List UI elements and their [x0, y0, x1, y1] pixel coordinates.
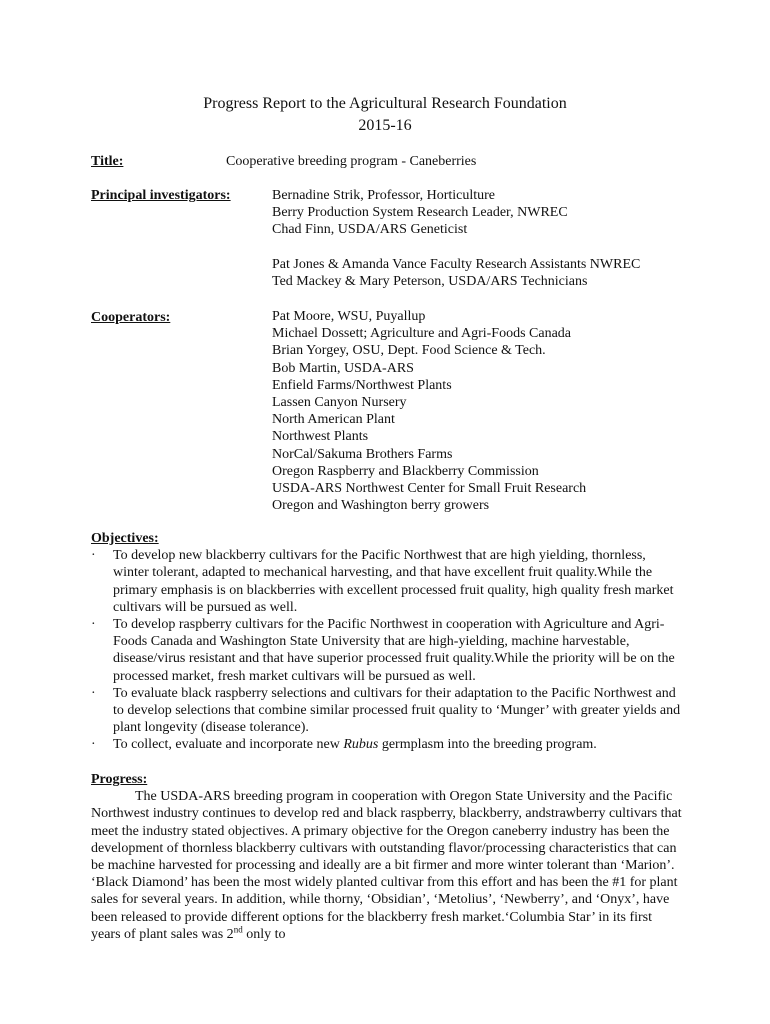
cooperator-item: Lassen Canyon Nursery	[272, 395, 407, 411]
cooperator-item: North American Plant	[272, 412, 395, 428]
cooperator-item: NorCal/Sakuma Brothers Farms	[272, 446, 453, 462]
cooperators-label: Cooperators:	[91, 310, 171, 325]
cooperator-item: USDA-ARS Northwest Center for Small Fruit Research	[272, 481, 587, 497]
principal-investigators-label: Principal investigators:	[91, 188, 231, 203]
objective-text: To develop new blackberry cultivars for the Pacific Northwest that are high yielding, thornless, winter tolerant, adapted to mechanical harvesting, and that have excellent fruit quality.While the primary emphasis is on blackberries with excellent processed fruit quality, high quality fresh market cultivars will be pursued as well.	[113, 548, 674, 615]
objective-item	[91, 685, 681, 737]
cooperator-item: Pat Moore, WSU, Puyallup	[272, 309, 426, 324]
progress-paragraph	[91, 788, 683, 943]
report-title: Progress Report to the Agricultural Research Foundation	[203, 95, 567, 112]
cooperator-item: Michael Dossett; Agriculture and Agri-Foods Canada	[272, 326, 571, 342]
report-year: 2015-16	[358, 117, 412, 134]
title-value: Cooperative breeding program - Caneberries	[226, 154, 477, 169]
objectives-section	[91, 530, 681, 754]
title-label: Title:	[91, 154, 124, 169]
objective-text	[113, 736, 681, 753]
investigator-line: Berry Production System Research Leader, NWREC	[272, 205, 568, 221]
principal-investigators-group1	[272, 187, 568, 239]
cooperator-item: Oregon Raspberry and Blackberry Commission	[272, 463, 539, 479]
cooperator-item: Enfield Farms/Northwest Plants	[272, 377, 452, 393]
objective-text: To develop raspberry cultivars for the Pacific Northwest in cooperation with Agriculture and Agri-Foods Canada and Washington State University that are high-yielding, machine harvestable, disease/virus resistant and that have superior processed fruit quality.While the priority will be on the processed market, fresh market cultivars will be pursued as well.	[113, 617, 675, 684]
cooperator-item: Oregon and Washington berry growers	[272, 498, 490, 514]
investigator-line: Bernadine Strik, Professor, Horticulture	[272, 188, 496, 203]
investigator-line: Ted Mackey & Mary Peterson, USDA/ARS Technicians	[272, 274, 588, 290]
cooperator-item: Brian Yorgey, OSU, Dept. Food Science & Tech.	[272, 343, 546, 359]
objective-text-end: germplasm into the breeding program.	[378, 737, 597, 753]
progress-text: The USDA-ARS breeding program in cooperation with Oregon State University and the Pacific Northwest industry continues to develop red and black raspberry, blackberry, andstrawberry cultivars that meet the industry stated objectives. A primary objective for the Oregon caneberry industry has been the development of thornless blackberry cultivars with outstanding flavor/processing characteristics that can be machine harvested for processing and ideally are a bit firmer and more winter tolerant than ‘Marion’. ‘Black Diamond’ has been the most widely planted cultivar from this effort and has been the #1 for plant sales for several years. In addition, while thorny, ‘Obsidian’, ‘Metolius’, ‘Newberry’, and ‘Onyx’, have been released to provide different options for the blackberry fresh market.‘Columbia Star’ in its first years of plant sales was 2	[91, 789, 682, 942]
cooperator-item: Bob Martin, USDA-ARS	[272, 360, 414, 376]
objectives-heading: Objectives:	[91, 531, 159, 546]
objective-text: To evaluate black raspberry selections and cultivars for their adaptation to the Pacific Northwest and to develop selections that combine similar processed fruit quality to ‘Munger’ with greater yields and plant longevity (disease tolerance).	[113, 685, 681, 736]
ordinal-superscript: nd	[233, 924, 243, 935]
progress-section	[91, 771, 683, 943]
objective-item	[91, 736, 681, 753]
investigator-line: Chad Finn, USDA/ARS Geneticist	[272, 222, 468, 238]
principal-investigators-group2	[272, 256, 640, 290]
objective-item	[91, 547, 681, 616]
progress-heading: Progress:	[91, 772, 148, 787]
bullet-icon: ·	[91, 617, 96, 633]
bullet-icon: ·	[91, 548, 96, 564]
investigator-line: Pat Jones & Amanda Vance Faculty Research Assistants NWREC	[272, 257, 641, 272]
rubus-italic: Rubus	[343, 737, 379, 753]
objective-item	[91, 616, 681, 685]
progress-text-tail: only to	[242, 926, 286, 942]
bullet-icon: ·	[91, 737, 96, 753]
bullet-icon: ·	[91, 685, 96, 701]
objective-text-start: To collect, evaluate and incorporate new	[113, 737, 344, 753]
cooperator-item: Northwest Plants	[272, 429, 369, 445]
cooperators-list	[272, 308, 586, 514]
